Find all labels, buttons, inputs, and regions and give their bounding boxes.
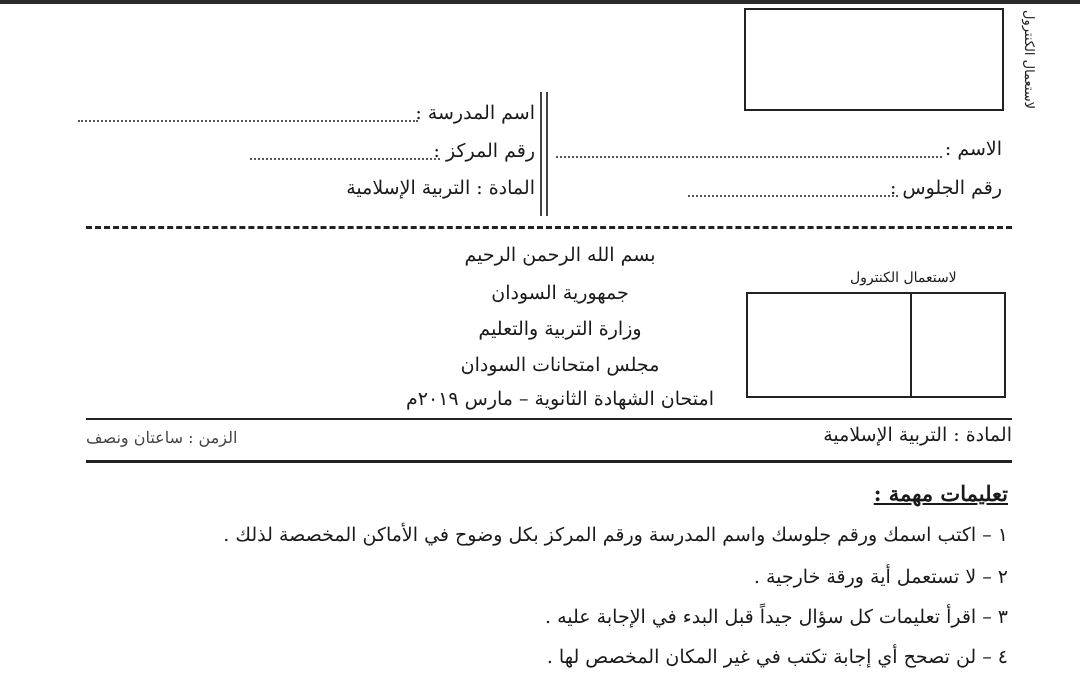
instruction-item-4: ٤ – لن تصحح أي إجابة تكتب في غير المكان المخصص لها . (546, 646, 1008, 668)
student-name-label: الاسم : (944, 138, 1002, 160)
top-edge-bar (0, 0, 1080, 4)
seat-number-dotted-line[interactable] (688, 195, 898, 197)
fields-separator-right (546, 92, 548, 216)
seat-number-label: رقم الجلوس : (889, 177, 1002, 199)
center-number-dotted-line[interactable] (250, 158, 440, 160)
center-number-label: رقم المركز : (433, 140, 535, 162)
subject-label-mid: المادة : التربية الإسلامية (823, 424, 1012, 446)
control-box-top (744, 8, 1004, 111)
exam-council-name: مجلس امتحانات السودان (460, 354, 660, 376)
control-label-mid: لاستعمال الكنترول (850, 270, 957, 286)
instruction-item-3: ٣ – اقرأ تعليمات كل سؤال جيداً قبل البدء في الإجابة عليه . (545, 606, 1008, 628)
instruction-item-1: ١ – اكتب اسمك ورقم جلوسك واسم المدرسة ورقم المركز بكل وضوح في الأماكن المخصصة لذلك . (223, 524, 1008, 546)
ministry-name: وزارة التربية والتعليم (478, 318, 642, 340)
republic-name: جمهورية السودان (491, 282, 629, 304)
exam-title: امتحان الشهادة الثانوية – مارس ٢٠١٩م (406, 388, 714, 410)
control-box-mid (746, 292, 1006, 398)
time-label: الزمن : ساعتان ونصف (86, 428, 238, 447)
student-name-dotted-line[interactable] (556, 156, 942, 158)
control-label-top: لاستعمال الكنترول (1021, 10, 1036, 110)
fields-separator-left (540, 92, 542, 216)
school-name-dotted-line[interactable] (78, 120, 418, 122)
cut-dashed-line (86, 226, 1012, 229)
instruction-item-2: ٢ – لا تستعمل أية ورقة خارجية . (753, 566, 1008, 588)
subject-label-top: المادة : التربية الإسلامية (346, 177, 535, 199)
basmala: بسم الله الرحمن الرحيم (464, 244, 656, 266)
subject-row-bottom-line (86, 460, 1012, 463)
subject-row-top-line (86, 418, 1012, 420)
school-name-label: اسم المدرسة : (415, 102, 535, 124)
instructions-title: تعليمات مهمة : (873, 481, 1008, 506)
control-box-mid-divider (910, 292, 912, 398)
